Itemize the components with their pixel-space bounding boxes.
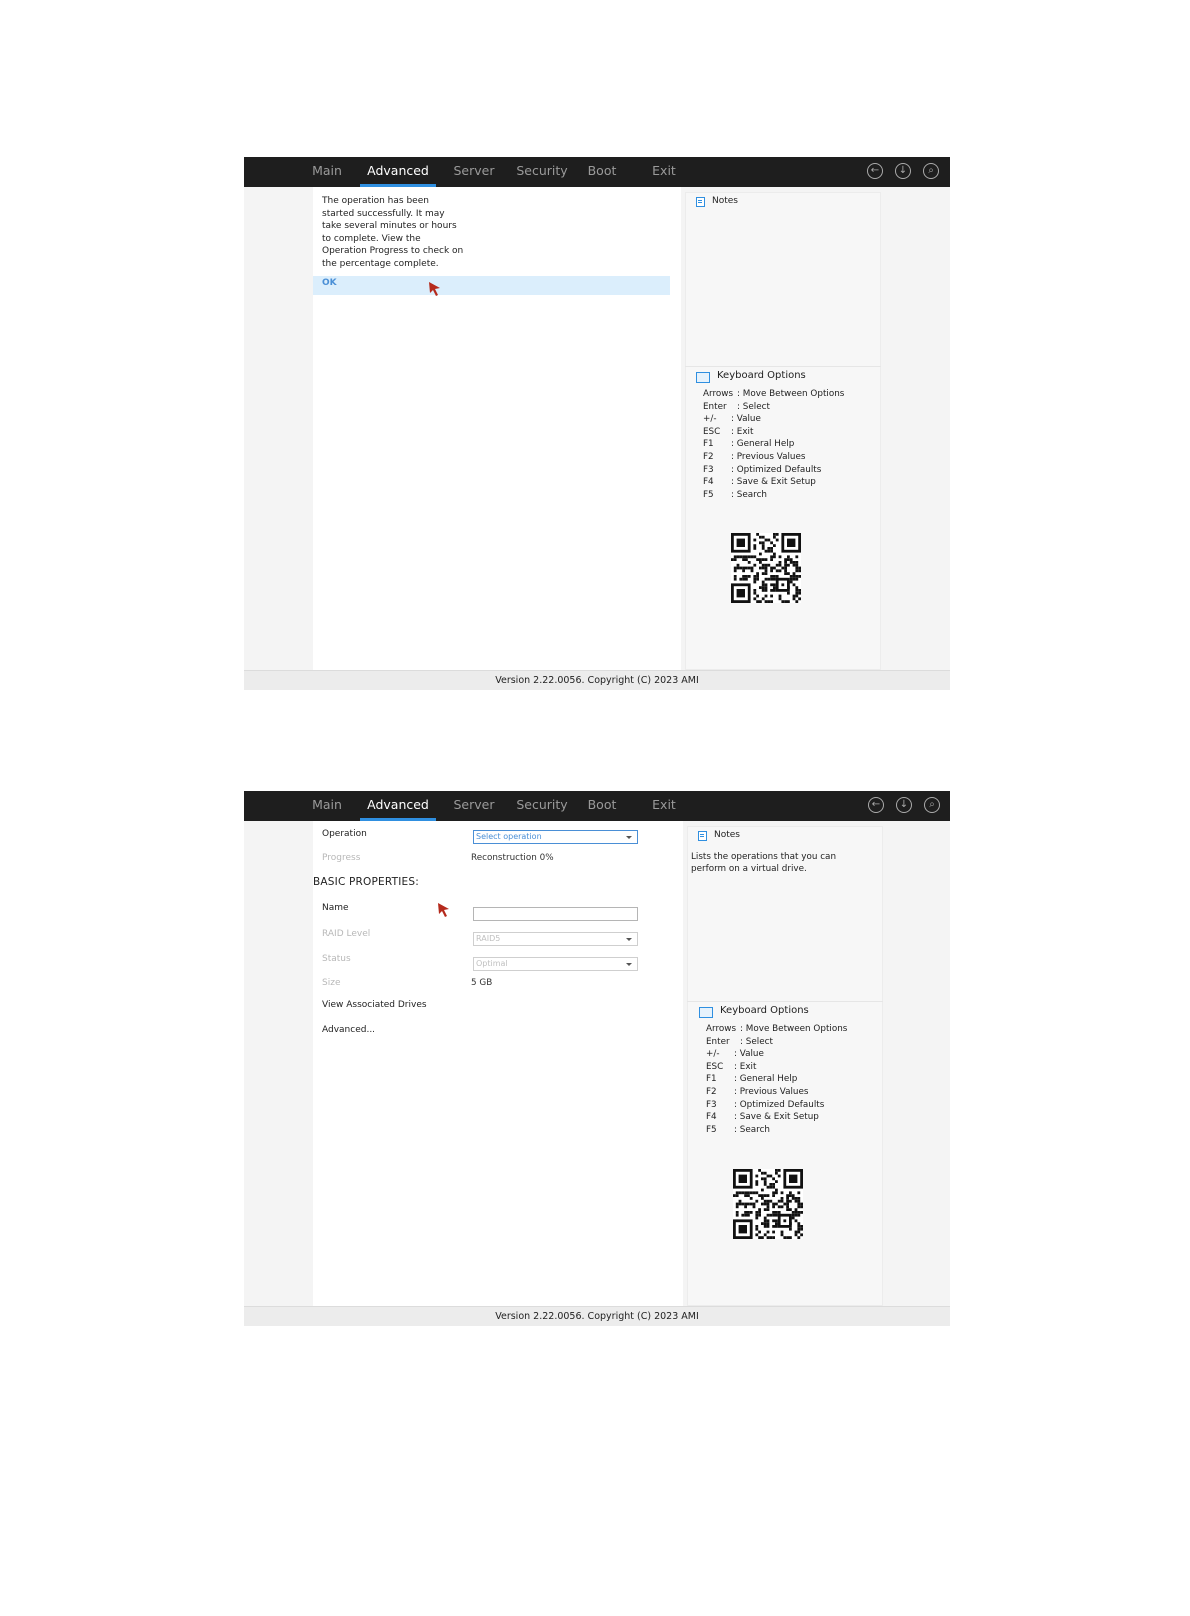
top-menu-bar <box>244 157 950 187</box>
tab-exit[interactable]: Exit <box>652 797 676 812</box>
key-desc: : Select <box>737 401 770 412</box>
key-name: F3 <box>703 464 714 475</box>
tab-boot[interactable]: Boot <box>587 797 617 812</box>
raid-level-label: RAID Level <box>322 929 371 939</box>
panel-divider <box>687 1001 883 1002</box>
key-name: F2 <box>706 1086 717 1097</box>
key-name: F5 <box>703 489 714 500</box>
tab-exit[interactable]: Exit <box>652 163 676 178</box>
keyboard-option <box>703 451 873 464</box>
keyboard-option <box>706 1036 876 1049</box>
operation-select[interactable] <box>473 830 638 844</box>
key-desc: : Exit <box>731 426 754 437</box>
status-select[interactable] <box>473 957 638 971</box>
key-desc: : Save & Exit Setup <box>731 477 816 488</box>
key-name: F4 <box>703 477 714 488</box>
progress-value: Reconstruction 0% <box>471 853 554 863</box>
key-desc: : Optimized Defaults <box>734 1099 825 1110</box>
key-name: Enter <box>703 401 727 412</box>
notes-title: Notes <box>714 830 740 840</box>
key-name: F5 <box>706 1124 717 1135</box>
message-line: The operation has been <box>322 196 429 206</box>
status-label: Status <box>322 954 351 964</box>
mouse-cursor-icon <box>437 902 451 918</box>
version-footer: Version 2.22.0056. Copyright (C) 2023 AMI <box>244 670 950 690</box>
key-desc: : General Help <box>731 439 795 450</box>
key-name: Enter <box>706 1036 730 1047</box>
key-desc: : Value <box>734 1049 764 1060</box>
main-content-panel <box>313 821 683 1306</box>
keyboard-option <box>706 1124 876 1137</box>
chevron-down-icon <box>626 836 632 839</box>
key-desc: : Search <box>731 489 767 500</box>
view-associated-drives-link[interactable]: View Associated Drives <box>322 1000 427 1010</box>
save-icon[interactable]: ↓ <box>896 797 912 813</box>
key-name: +/- <box>703 414 717 425</box>
key-desc: : Move Between Options <box>740 1024 848 1034</box>
ok-button[interactable] <box>313 276 670 295</box>
name-field[interactable] <box>473 907 638 921</box>
search-icon[interactable]: ⌕ <box>924 797 940 813</box>
tab-boot[interactable]: Boot <box>587 163 617 178</box>
panel-divider <box>685 366 881 367</box>
notes-line: Lists the operations that you can <box>691 852 837 862</box>
tab-server[interactable]: Server <box>453 163 495 178</box>
key-name: F4 <box>706 1112 717 1123</box>
bios-screen-2 <box>244 791 950 1326</box>
key-name: Arrows <box>703 389 734 399</box>
keyboard-options-title: Keyboard Options <box>717 370 806 381</box>
keyboard-option <box>703 401 873 414</box>
keyboard-option <box>706 1048 876 1061</box>
keyboard-options-title: Keyboard Options <box>720 1005 809 1016</box>
back-icon[interactable]: ← <box>867 163 883 179</box>
operation-label: Operation <box>322 829 367 839</box>
key-name: F3 <box>706 1099 717 1110</box>
section-title: BASIC PROPERTIES: <box>313 876 419 888</box>
key-desc: : Move Between Options <box>737 389 845 399</box>
tab-main[interactable]: Main <box>312 163 342 178</box>
key-name: F1 <box>703 439 714 450</box>
key-name: ESC <box>706 1061 724 1072</box>
status-value: Optimal <box>476 959 508 968</box>
raid-level-value: RAID5 <box>476 934 501 943</box>
back-icon[interactable]: ← <box>868 797 884 813</box>
keyboard-options-list <box>703 388 873 501</box>
key-desc: : Save & Exit Setup <box>734 1112 819 1123</box>
operation-select-value: Select operation <box>476 832 542 841</box>
tab-security[interactable]: Security <box>516 797 568 812</box>
key-desc: : General Help <box>734 1074 798 1085</box>
chevron-down-icon <box>626 938 632 941</box>
version-footer: Version 2.22.0056. Copyright (C) 2023 AMI <box>244 1306 950 1326</box>
message-line: the percentage complete. <box>322 258 439 269</box>
notes-icon <box>698 831 707 841</box>
tab-advanced[interactable]: Advanced <box>360 157 436 187</box>
bios-screen-1 <box>244 157 950 690</box>
ok-label: OK <box>322 278 337 288</box>
keyboard-option <box>706 1086 876 1099</box>
operation-started-message <box>322 195 472 271</box>
keyboard-option <box>706 1073 876 1086</box>
key-name: Arrows <box>706 1024 737 1034</box>
qr-code <box>733 1169 803 1239</box>
save-icon[interactable]: ↓ <box>895 163 911 179</box>
keyboard-icon <box>699 1007 713 1018</box>
keyboard-option <box>703 388 873 401</box>
key-name: F2 <box>703 451 714 462</box>
keyboard-option <box>703 438 873 451</box>
size-label: Size <box>322 978 341 988</box>
key-desc: : Value <box>731 414 761 425</box>
keyboard-options-list <box>706 1023 876 1136</box>
keyboard-option <box>706 1111 876 1124</box>
key-name: +/- <box>706 1049 720 1060</box>
keyboard-option <box>703 413 873 426</box>
notes-line: perform on a virtual drive. <box>691 864 807 874</box>
tab-advanced[interactable]: Advanced <box>360 791 436 821</box>
tab-server[interactable]: Server <box>453 797 495 812</box>
search-icon[interactable]: ⌕ <box>923 163 939 179</box>
keyboard-option <box>706 1061 876 1074</box>
message-line: Operation Progress to check on <box>322 246 464 257</box>
key-desc: : Select <box>740 1036 773 1047</box>
notes-icon <box>696 197 705 207</box>
keyboard-option <box>706 1023 876 1036</box>
key-name: ESC <box>703 426 721 437</box>
top-menu-bar <box>244 791 950 821</box>
key-desc: : Previous Values <box>731 451 806 462</box>
keyboard-icon <box>696 372 710 383</box>
qr-code <box>731 533 801 603</box>
chevron-down-icon <box>626 963 632 966</box>
key-desc: : Previous Values <box>734 1086 809 1097</box>
notes-title: Notes <box>712 196 738 206</box>
key-desc: : Exit <box>734 1061 757 1072</box>
key-name: F1 <box>706 1074 717 1085</box>
progress-label: Progress <box>322 853 361 863</box>
message-line: take several minutes or hours <box>322 221 457 232</box>
keyboard-option <box>703 464 873 477</box>
tab-security[interactable]: Security <box>516 163 568 178</box>
keyboard-option <box>706 1099 876 1112</box>
message-line: to complete. View the <box>322 233 421 244</box>
key-desc: : Optimized Defaults <box>731 464 822 475</box>
key-desc: : Search <box>734 1124 770 1135</box>
notes-text <box>691 851 881 875</box>
keyboard-option <box>703 426 873 439</box>
message-line: started successfully. It may <box>322 208 445 219</box>
keyboard-option <box>703 489 873 502</box>
keyboard-option <box>703 476 873 489</box>
size-value: 5 GB <box>471 978 493 988</box>
advanced-link[interactable]: Advanced... <box>322 1025 376 1035</box>
tab-main[interactable]: Main <box>312 797 342 812</box>
name-label: Name <box>322 903 349 913</box>
mouse-cursor-icon <box>428 281 442 297</box>
raid-level-select[interactable] <box>473 932 638 946</box>
